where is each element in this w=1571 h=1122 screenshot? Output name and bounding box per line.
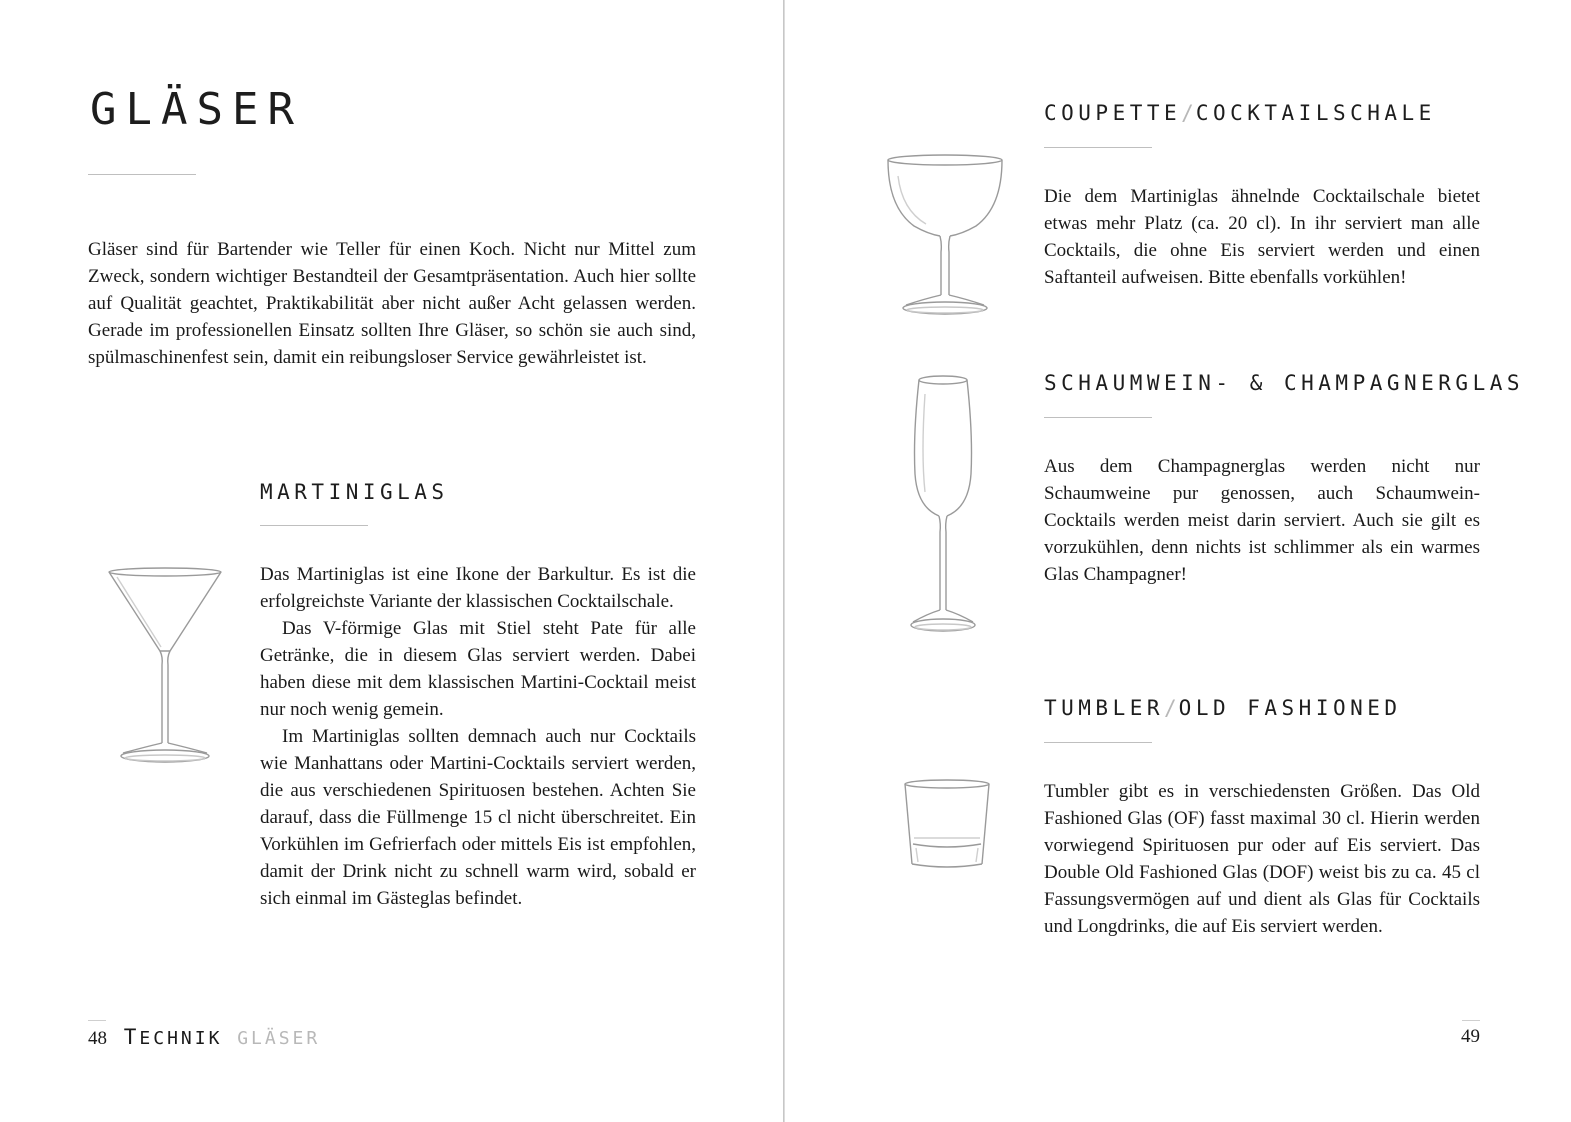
martini-heading: MARTINIGLAS	[260, 480, 449, 504]
intro-paragraph	[88, 236, 696, 371]
martini-paragraph-3: Im Martiniglas sollten demnach auch nur Cocktails wie Manhattans oder Martini-Cocktails serviert werden, die aus verschiedenen Spirituosen bestehen. Achten Sie darauf, dass die Füllmenge 15 cl nicht überschreitet. Ein Vorkühlen im Gefrierfach oder mittels Eis ist empfohlen, damit der Drink nicht zu schnell warm wird, sobald er sich einmal im Gästeglas befindet.	[260, 726, 696, 909]
page-number-right: 49	[1461, 1026, 1480, 1047]
page-title: GLÄSER	[90, 84, 303, 135]
martini-text	[260, 561, 696, 912]
title-rule	[88, 174, 196, 175]
intro-text: Gläser sind für Bartender wie Teller für einen Koch. Nicht nur Mittel zum Zweck, sondern wichtiger Bestandteil der Gesamtpräsentation. Auch hier sollte auf Qualität geachtet, Praktikabilität aber nicht außer Acht gelassen werden. Gerade im professionellen Einsatz sollten Ihre Gläser, so schön sie auch sind, spülmaschinenfest sein, damit ein reibungsloser Service gewährleistet ist.	[88, 239, 696, 368]
martini-glass-icon	[105, 565, 225, 770]
footer-rule-left	[88, 1020, 106, 1021]
champagne-rule	[1044, 417, 1152, 418]
footer-section-initial: T	[123, 1025, 140, 1049]
tumbler-glass-icon	[900, 778, 994, 874]
coupette-heading-b: COCKTAILSCHALE	[1195, 101, 1436, 125]
tumbler-heading-b: OLD FASHIONED	[1178, 696, 1402, 720]
champagne-text-block	[1044, 453, 1480, 588]
coupette-heading-a: COUPETTE	[1044, 101, 1182, 125]
champagne-heading: SCHAUMWEIN- & CHAMPAGNERGLAS	[1044, 371, 1525, 395]
coupette-text-block	[1044, 183, 1480, 291]
footer-section	[123, 1025, 223, 1049]
tumbler-text: Tumbler gibt es in verschiedensten Größen. Das Old Fashioned Glas (OF) fasst maximal 30 cl. Hierin werden vorwiegend Spirituosen pur oder auf Eis serviert. Das Double Old Fashioned Glas (DOF) weist bis zu ca. 45 cl Fassungsvermögen auf und dient als Glas für Cocktails und Longdrinks, die auf Eis serviert werden.	[1044, 781, 1480, 937]
coupette-rule	[1044, 147, 1152, 148]
tumbler-text-block	[1044, 778, 1480, 940]
martini-paragraph-1: Das Martiniglas ist eine Ikone der Barkultur. Es ist die erfolgreichste Variante der klassischen Cocktailschale.	[260, 564, 696, 612]
footer-left	[88, 1025, 320, 1051]
champagne-text: Aus dem Champagnerglas werden nicht nur Schaumweine pur genossen, auch Schaumwein-Cocktails werden meist darin serviert. Auch sie gilt es vorzukühlen, denn nichts ist schlimmer als ein warmes Glas Champagner!	[1044, 456, 1480, 585]
martini-rule	[260, 525, 368, 526]
coupette-heading	[1044, 99, 1436, 127]
footer-section-rest: ECHNIK	[139, 1028, 223, 1049]
tumbler-rule	[1044, 742, 1152, 743]
page-number-left: 48	[88, 1028, 107, 1049]
footer-subsection: GLÄSER	[237, 1028, 321, 1049]
footer-rule-right	[1462, 1020, 1480, 1021]
tumbler-heading-a: TUMBLER	[1044, 696, 1165, 720]
coupette-glass-icon	[884, 152, 1006, 322]
coupette-heading-separator: /	[1181, 101, 1196, 125]
martini-paragraph-2: Das V-förmige Glas mit Stiel steht Pate für alle Getränke, die in diesem Glas serviert werden. Dabei haben diese mit dem klassischen Martini-Cocktail meist nur noch wenig gemein.	[260, 618, 696, 720]
tumbler-heading-separator: /	[1164, 696, 1179, 720]
coupette-text: Die dem Martiniglas ähnelnde Cocktailschale bietet etwas mehr Platz (ca. 20 cl). In ihr serviert man alle Cocktails, die ohne Eis serviert werden und einen Saftanteil aufweisen. Bitte ebenfalls vorkühlen!	[1044, 186, 1480, 288]
book-gutter	[783, 0, 785, 1122]
tumbler-heading	[1044, 694, 1402, 722]
champagne-flute-icon	[905, 374, 981, 642]
